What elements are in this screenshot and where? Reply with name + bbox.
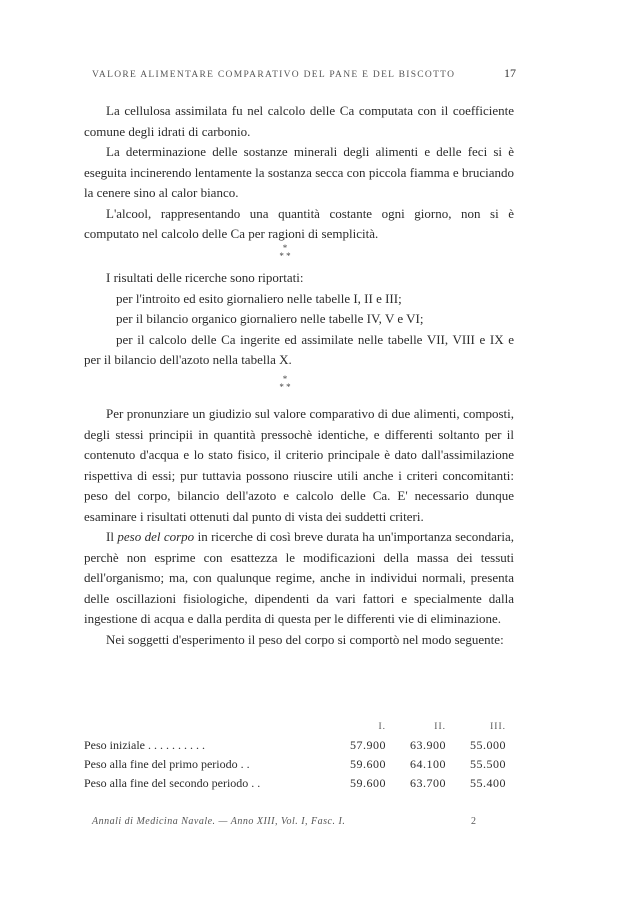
page-number: 17 (504, 66, 516, 80)
running-title: VALORE ALIMENTARE COMPARATIVO DEL PANE E DEL BISCOTTO (92, 70, 456, 80)
row-label: Peso alla fine del secondo periodo . . (84, 776, 261, 790)
journal-citation: Annali di Medicina Navale. — Anno XIII, Vol. I, Fasc. I. (92, 816, 346, 827)
table-row (84, 755, 514, 774)
section-separator: * * * (279, 243, 291, 261)
paragraph: Nei soggetti d'esperimento il peso del corpo si comportò nel modo seguente: (106, 631, 504, 647)
list-item: per il calcolo delle Ca ingerite ed assimilate nelle tabelle VII, VIII e IX e per il bilancio dell'azoto nella tabella X. (84, 331, 514, 367)
cell-value: 64.100 (410, 757, 446, 771)
section-methods (84, 101, 514, 245)
section-separator: * * * (279, 374, 291, 392)
table-header-row (84, 720, 514, 736)
body-weight-table (84, 720, 514, 793)
section-discussion (84, 404, 514, 650)
paragraph: L'alcool, rappresentando una quantità costante ogni giorno, non si è computato nel calcolo delle Ca per ragioni di semplicità. (84, 205, 514, 241)
paragraph: La cellulosa assimilata fu nel calcolo delle Ca computata con il coefficiente comune degli idrati di carbonio. (84, 103, 514, 139)
cell-value: 63.700 (410, 776, 446, 790)
row-label: Peso iniziale . . . . . . . . . . (84, 738, 205, 752)
cell-value: 57.900 (350, 738, 386, 752)
paragraph: La determinazione delle sostanze minerali degli alimenti e delle feci si è eseguita incinerendo lentamente la sostanza secca con piccola fiamma e bruciando la cenere sino al calor bianco. (84, 144, 514, 200)
row-label: Peso alla fine del primo periodo . . (84, 757, 250, 771)
italic-term: peso del corpo (117, 529, 195, 544)
cell-value: 59.600 (350, 776, 386, 790)
cell-value: 63.900 (410, 738, 446, 752)
paragraph: Per pronunziare un giudizio sul valore comparativo di due alimenti, composti, degli stessi principii in quantità pressochè identiche, e differenti soltanto per il contenuto d'acqua e lo stato fisico, il criterio principale è dato dall'assimilazione rispettiva di essi; pur tuttavia possono riuscire utili anche i criteri concomitanti: peso del corpo, bilancio dell'azoto e calcolo delle Ca. E' necessario dunque esaminare i risultati ottenuti dal punto di vista dei suddetti criteri. (84, 406, 514, 524)
section-results-list (84, 268, 514, 371)
paragraph: Il peso del corpo in ricerche di così breve durata ha un'importanza secondaria, perchè non esprime con esattezza le modificazioni della massa dei tessuti dell'organismo; ma, con qualunque regime, anche in individui normali, presenta delle oscillazioni fisiologiche, dipendenti da vari fattori e specialmente dalla ingestione di acqua e dalla perdita di questa per le differenti vie di eliminazione. (84, 529, 515, 626)
cell-value: 55.400 (470, 776, 506, 790)
cell-value: 59.600 (350, 757, 386, 771)
running-head (92, 66, 516, 81)
table-row (84, 736, 514, 755)
cell-value: 55.500 (470, 757, 506, 771)
signature-mark: 2 (471, 816, 476, 827)
cell-value: 55.000 (470, 738, 506, 752)
column-header: II. (434, 722, 446, 732)
column-header: III. (490, 722, 506, 732)
page-footer (92, 816, 476, 827)
table-row (84, 774, 514, 793)
list-item: per l'introito ed esito giornaliero nelle tabelle I, II e III; (116, 290, 402, 306)
list-item: per il bilancio organico giornaliero nelle tabelle IV, V e VI; (116, 311, 424, 326)
paragraph: I risultati delle ricerche sono riportati: (106, 270, 304, 285)
column-header: I. (378, 722, 386, 732)
